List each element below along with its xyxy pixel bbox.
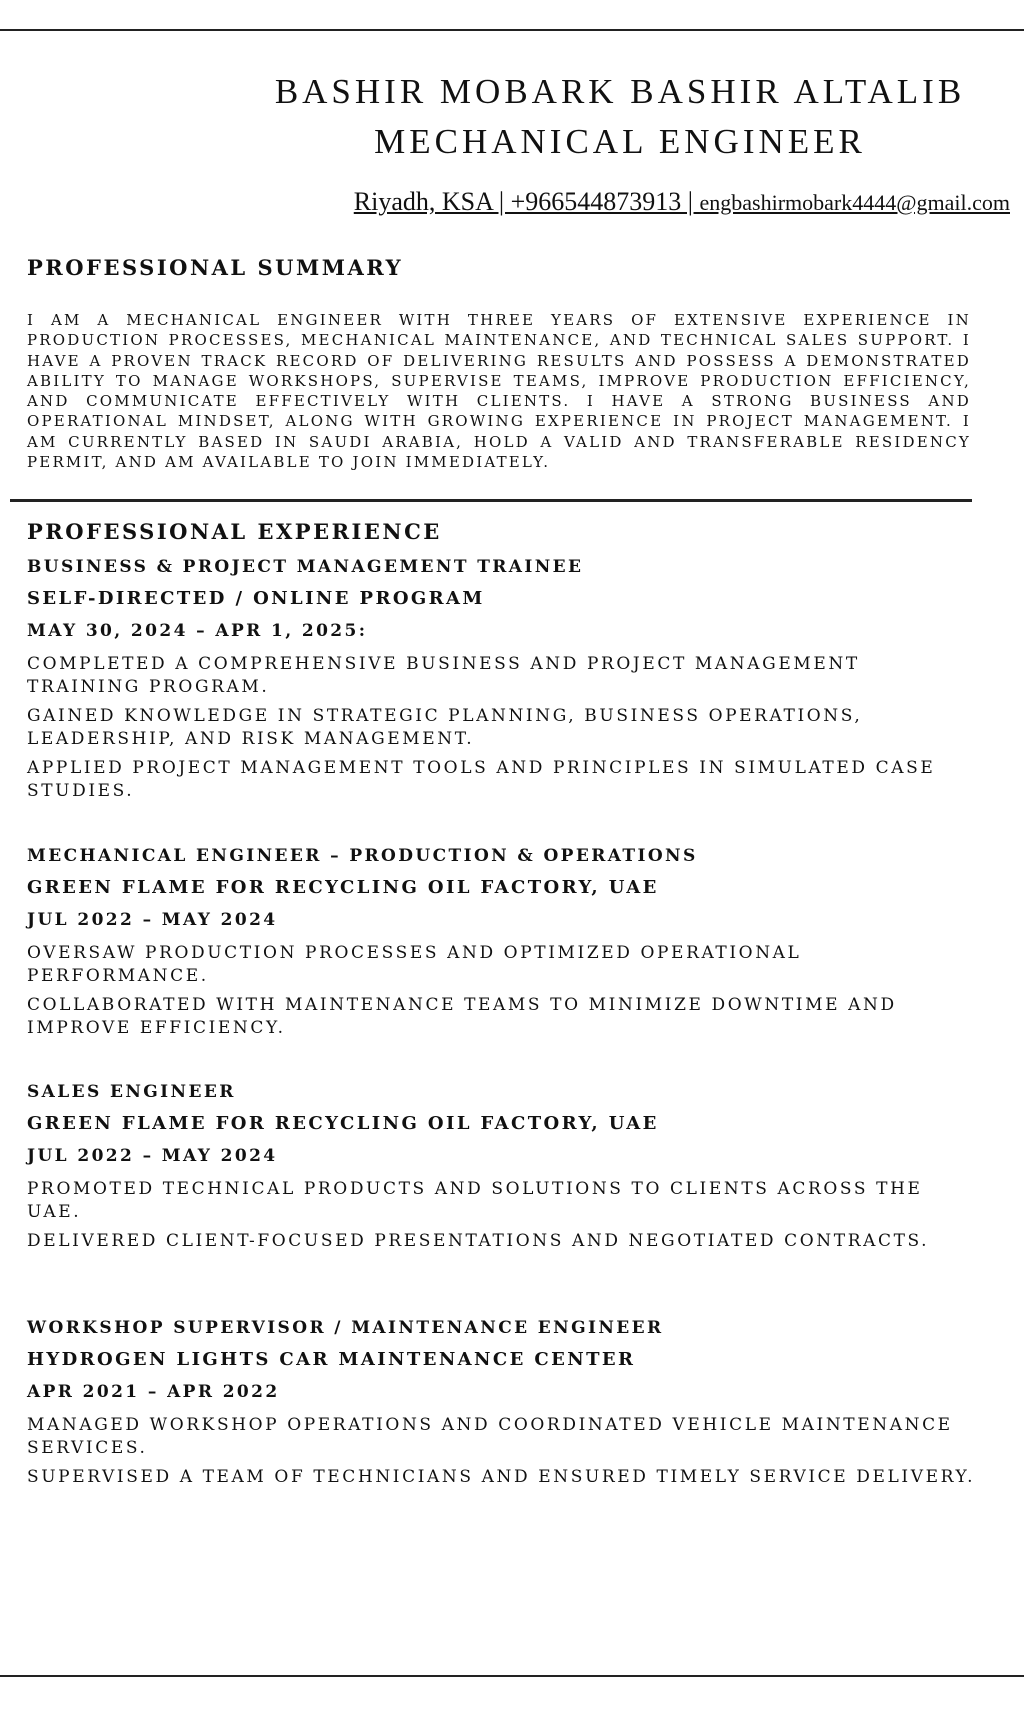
contact-line: [354, 185, 1010, 220]
job-dates: APR 2021 – APR 2022: [27, 1382, 280, 1402]
job-bullet: COLLABORATED WITH MAINTENANCE TEAMS TO MINIMIZE DOWNTIME AND IMPROVE EFFICIENCY.: [27, 995, 897, 1038]
job-role: MECHANICAL ENGINEER – PRODUCTION & OPERATIONS: [27, 846, 698, 866]
candidate-title: MECHANICAL ENGINEER: [374, 122, 866, 161]
job-entry: [27, 1312, 987, 1489]
job-bullet: APPLIED PROJECT MANAGEMENT TOOLS AND PRINCIPLES IN SIMULATED CASE STUDIES.: [27, 758, 936, 801]
experience-heading: PROFESSIONAL EXPERIENCE: [27, 519, 442, 544]
job-role: WORKSHOP SUPERVISOR / MAINTENANCE ENGINEER: [27, 1318, 664, 1338]
job-entry: [27, 551, 987, 803]
job-bullet: GAINED KNOWLEDGE IN STRATEGIC PLANNING, BUSINESS OPERATIONS, LEADERSHIP, AND RISK MANAGEMENT.: [27, 706, 863, 749]
contact-location-phone: Riyadh, KSA | +966544873913 |: [353, 187, 700, 216]
summary-heading: PROFESSIONAL SUMMARY: [27, 255, 404, 280]
job-company: GREEN FLAME FOR RECYCLING OIL FACTORY, UAE: [27, 877, 659, 898]
job-company: HYDROGEN LIGHTS CAR MAINTENANCE CENTER: [27, 1349, 636, 1370]
job-bullet: DELIVERED CLIENT-FOCUSED PRESENTATIONS AND NEGOTIATED CONTRACTS.: [27, 1231, 930, 1251]
job-dates: JUL 2022 – MAY 2024: [27, 1146, 278, 1166]
job-role: SALES ENGINEER: [27, 1082, 236, 1102]
job-bullet: OVERSAW PRODUCTION PROCESSES AND OPTIMIZED OPERATIONAL PERFORMANCE.: [27, 943, 802, 986]
top-rule: [0, 29, 1024, 31]
job-dates: JUL 2022 – MAY 2024: [27, 910, 278, 930]
job-entry: [27, 1076, 987, 1253]
candidate-name: BASHIR MOBARK BASHIR ALTALIB: [274, 72, 966, 111]
job-bullet: SUPERVISED A TEAM OF TECHNICIANS AND ENSURED TIMELY SERVICE DELIVERY.: [27, 1467, 976, 1487]
job-dates: MAY 30, 2024 – APR 1, 2025:: [27, 621, 368, 641]
job-company: GREEN FLAME FOR RECYCLING OIL FACTORY, UAE: [27, 1113, 659, 1134]
contact-email[interactable]: engbashirmobark4444@gmail.com: [699, 190, 1010, 215]
job-entry: [27, 840, 987, 1040]
job-bullet: MANAGED WORKSHOP OPERATIONS AND COORDINATED VEHICLE MAINTENANCE SERVICES.: [27, 1415, 953, 1458]
job-role: BUSINESS & PROJECT MANAGEMENT TRAINEE: [27, 557, 584, 577]
section-divider: [10, 499, 972, 502]
summary-text: I AM A MECHANICAL ENGINEER WITH THREE YEARS OF EXTENSIVE EXPERIENCE IN PRODUCTION PROCESSES, MECHANICAL MAINTENANCE, AND TECHNICAL SALES SUPPORT. I HAVE A PROVEN TRACK RECORD OF DELIVERING RESULTS AND POSSESS A DEMONSTRATED ABILITY TO MANAGE WORKSHOPS, SUPERVISE TEAMS, IMPROVE PRODUCTION EFFICIENCY, AND COMMUNICATE EFFECTIVELY WITH CLIENTS. I HAVE A STRONG BUSINESS AND OPERATIONAL MINDSET, ALONG WITH GROWING EXPERIENCE IN PROJECT MANAGEMENT. I AM CURRENTLY BASED IN SAUDI ARABIA, HOLD A VALID AND TRANSFERABLE RESIDENCY PERMIT, AND AM AVAILABLE TO JOIN IMMEDIATELY.: [27, 311, 971, 472]
job-bullet: PROMOTED TECHNICAL PRODUCTS AND SOLUTIONS TO CLIENTS ACROSS THE UAE.: [27, 1179, 923, 1222]
job-company: SELF-DIRECTED / ONLINE PROGRAM: [27, 588, 485, 609]
job-bullet: COMPLETED A COMPREHENSIVE BUSINESS AND PROJECT MANAGEMENT TRAINING PROGRAM.: [27, 654, 860, 697]
bottom-rule: [0, 1675, 1024, 1677]
